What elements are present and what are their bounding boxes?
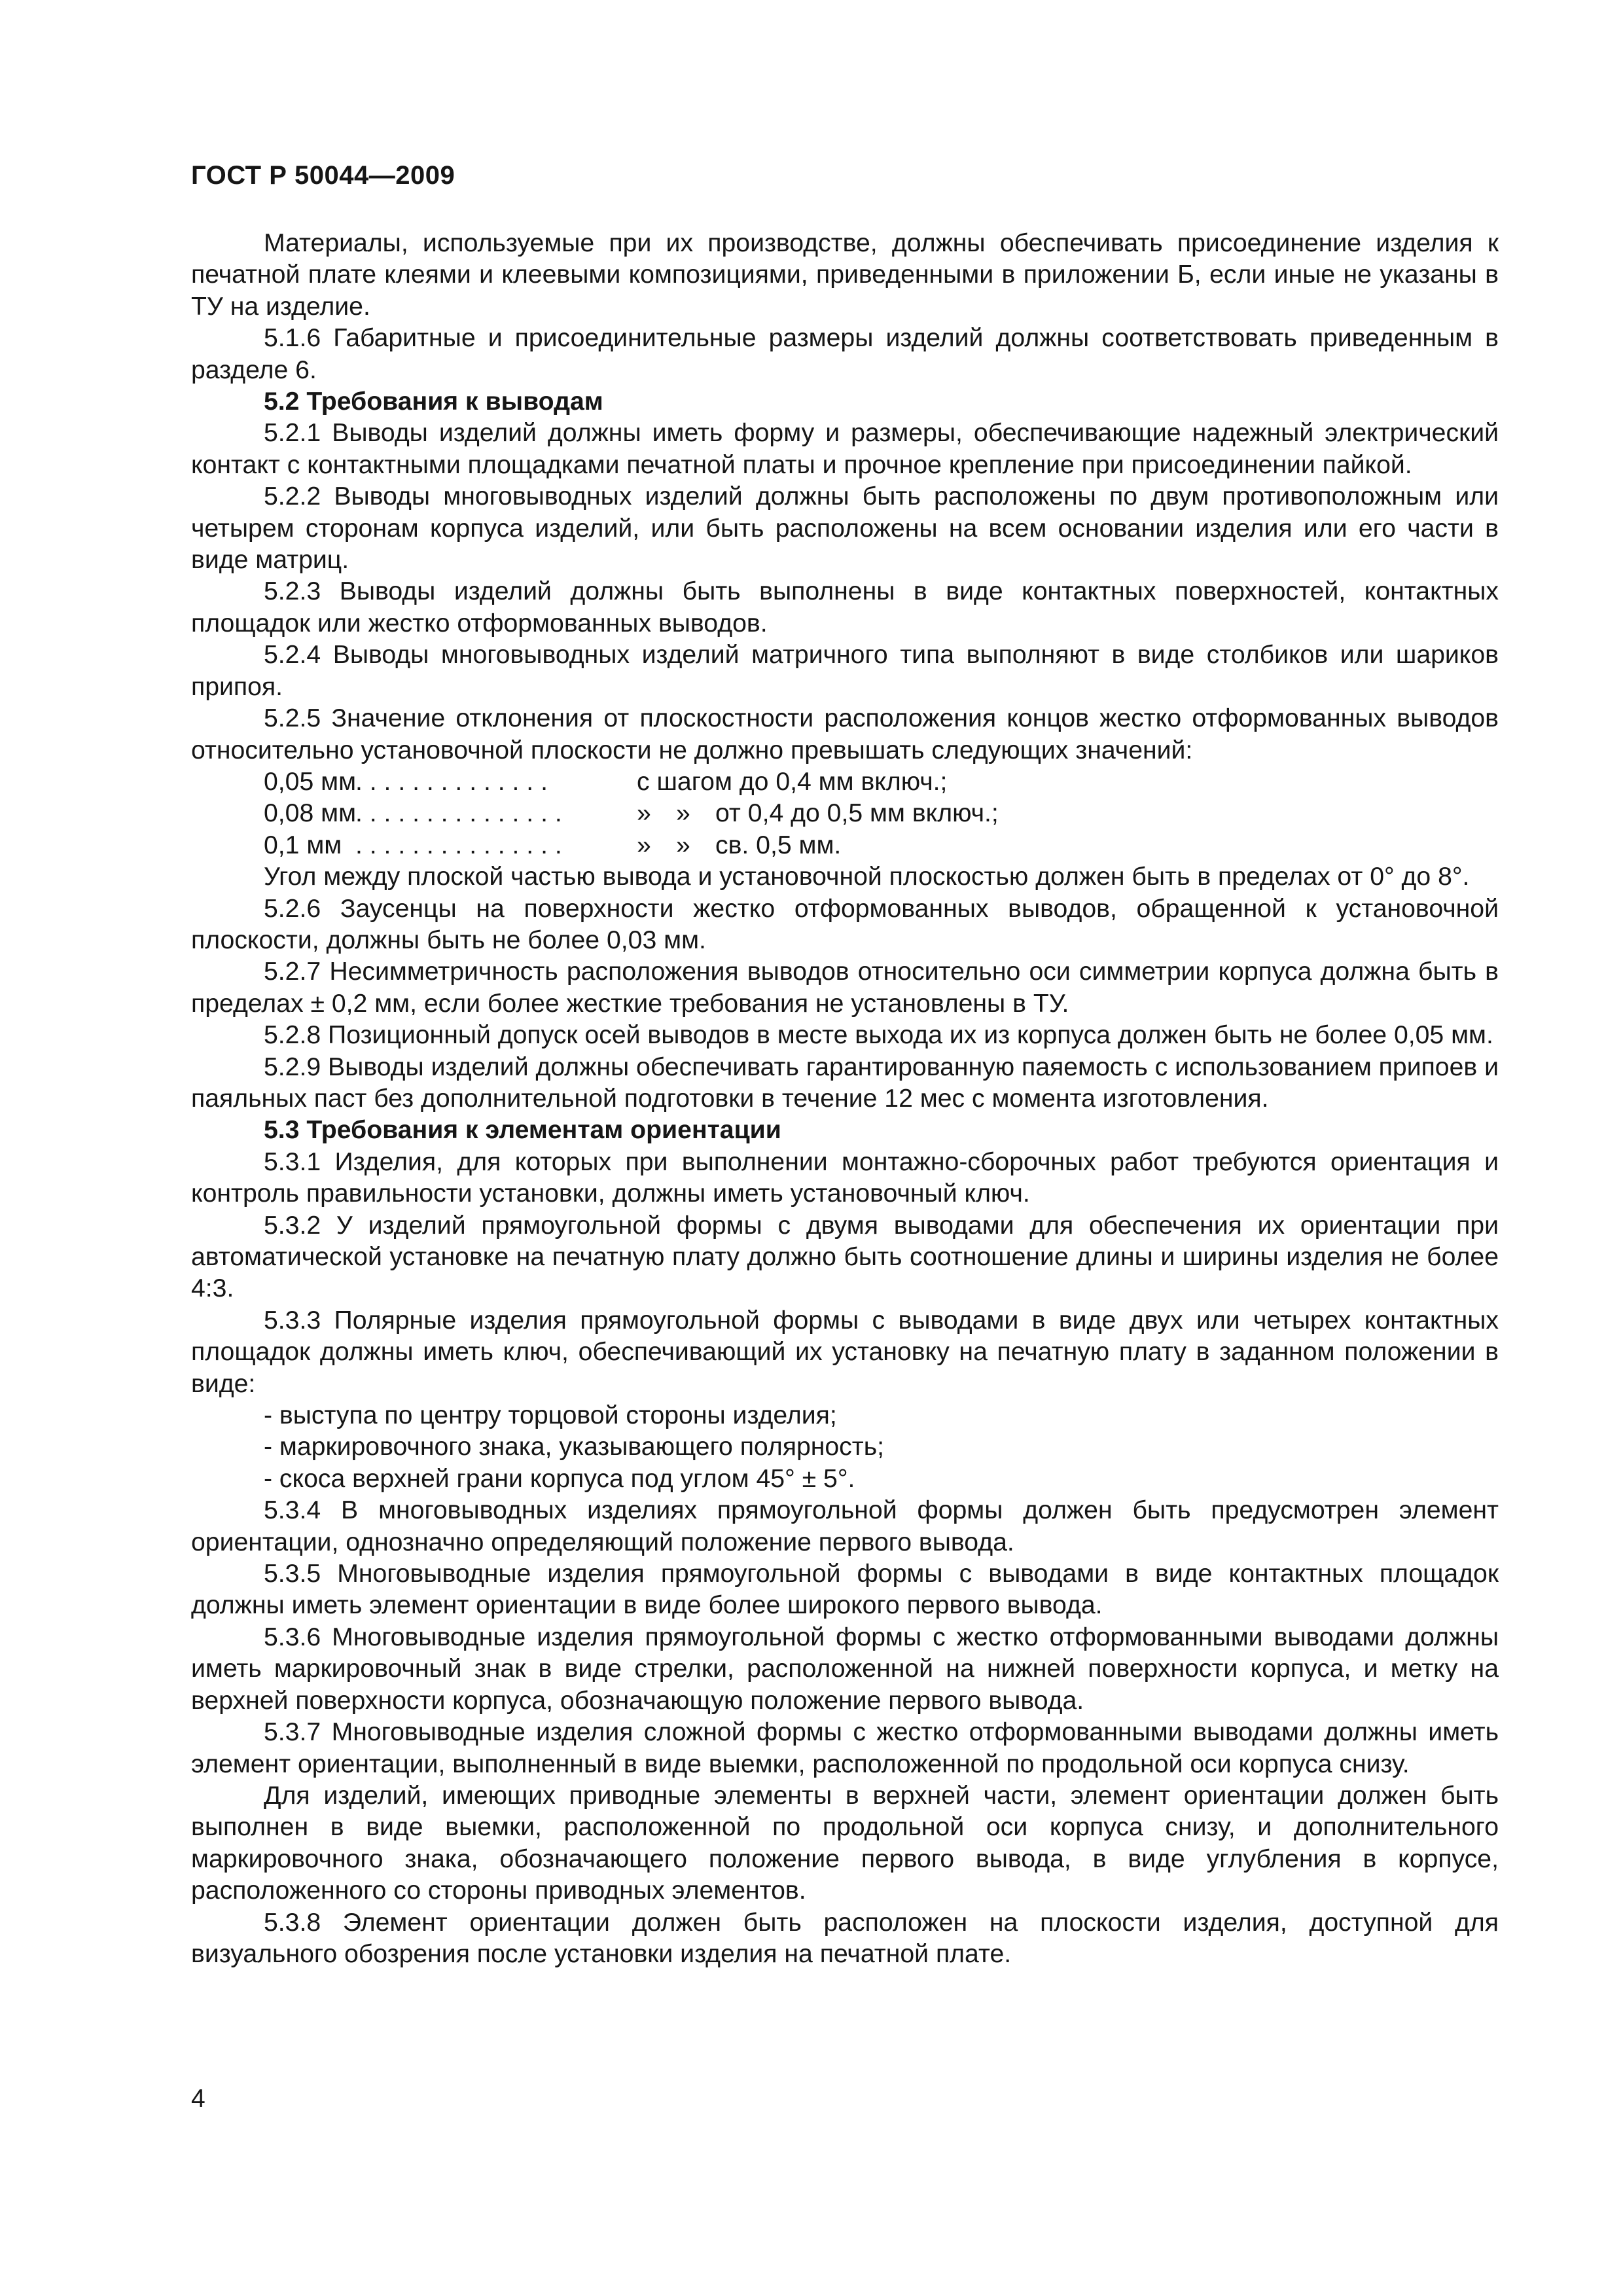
ditto-mark: » bbox=[637, 799, 651, 828]
paragraph-5-3-1: 5.3.1 Изделия, для которых при выполнении монтажно-сборочных работ требуются ориентация и контроль правильности установки, должны иметь установочный ключ. bbox=[191, 1147, 1499, 1208]
paragraph-5-2-1: 5.2.1 Выводы изделий должны иметь форму и размеры, обеспечивающие надежный электрический контакт с контактными площадками печатной платы и прочное крепление при присоединении пайкой. bbox=[191, 419, 1499, 479]
paragraph-5-2-8: 5.2.8 Позиционный допуск осей выводов в месте выхода их из корпуса должен быть не более 0,05 мм. bbox=[264, 1021, 1493, 1050]
tolerance-range: св. 0,5 мм. bbox=[715, 831, 842, 859]
paragraph-5-3-2: 5.3.2 У изделий прямоугольной формы с двумя выводами для обеспечения их ориентации при автоматической установке на печатную плату должно быть соотношение длины и ширины изделия не более 4:3. bbox=[191, 1211, 1499, 1303]
list-item: - выступа по центру торцовой стороны изделия; bbox=[264, 1401, 837, 1430]
tolerance-value: 0,08 мм bbox=[264, 799, 357, 828]
tolerance-row bbox=[191, 830, 1499, 861]
tolerance-value: 0,05 мм bbox=[264, 767, 357, 796]
section-heading-5-2: 5.2 Требования к выводам bbox=[264, 387, 603, 416]
tolerance-row bbox=[191, 798, 1499, 829]
paragraph-5-3-7-drive-elements: Для изделий, имеющих приводные элементы в верхней части, элемент ориентации должен быть выполнен в виде выемки, расположенной по продольной оси корпуса снизу, и дополнительного маркировочного знака, обозначающего положение первого вывода, в виде углубления в корпусе, расположенного со стороны приводных элементов. bbox=[191, 1781, 1499, 1905]
paragraph-5-1-6: 5.1.6 Габаритные и присоединительные размеры изделий должны соответствовать приведенным в разделе 6. bbox=[191, 324, 1499, 384]
paragraph-materials: Материалы, используемые при их производстве, должны обеспечивать присоединение изделия к печатной плате клеями и клеевыми композициями, приведенными в приложении Б, если иные не указаны в ТУ на изделие. bbox=[191, 229, 1499, 321]
ditto-mark: » bbox=[676, 799, 690, 828]
tolerance-list bbox=[191, 766, 1499, 861]
ditto-mark: » bbox=[637, 831, 651, 859]
page-number: 4 bbox=[191, 2085, 205, 2113]
paragraph-5-2-5: 5.2.5 Значение отклонения от плоскостности расположения концов жестко отформованных выводов относительно установочной плоскости не должно превышать следующих значений: bbox=[191, 704, 1499, 764]
tolerance-dots: . . . . . . . . . . . . . . . bbox=[355, 799, 562, 828]
paragraph-5-3-5: 5.3.5 Многовыводные изделия прямоугольной формы с выводами в виде контактных площадок должны иметь элемент ориентации в виде более широкого первого вывода. bbox=[191, 1560, 1499, 1620]
paragraph-angle: Угол между плоской частью вывода и установочной плоскостью должен быть в пределах от 0° до 8°. bbox=[264, 863, 1470, 891]
paragraph-5-2-2: 5.2.2 Выводы многовыводных изделий должны быть расположены по двум противоположным или четырем сторонам корпуса изделий, или быть расположены на всем основании изделия или его части в виде матриц. bbox=[191, 482, 1499, 575]
paragraph-5-2-4: 5.2.4 Выводы многовыводных изделий матричного типа выполняют в виде столбиков или шариков припоя. bbox=[191, 641, 1499, 701]
tolerance-value: 0,1 мм bbox=[264, 831, 342, 859]
paragraph-5-2-7: 5.2.7 Несимметричность расположения выводов относительно оси симметрии корпуса должна быть в пределах ± 0,2 мм, если более жесткие требования не установлены в ТУ. bbox=[191, 958, 1499, 1018]
tolerance-dots: . . . . . . . . . . . . . . bbox=[355, 767, 548, 796]
document-body bbox=[191, 228, 1499, 1970]
paragraph-5-2-3: 5.2.3 Выводы изделий должны быть выполнены в виде контактных поверхностей, контактных площадок или жестко отформованных выводов. bbox=[191, 577, 1499, 637]
paragraph-5-3-8: 5.3.8 Элемент ориентации должен быть расположен на плоскости изделия, доступной для визуального обозрения после установки изделия на печатной плате. bbox=[191, 1908, 1499, 1968]
ditto-mark: » bbox=[676, 831, 690, 859]
tolerance-row bbox=[191, 766, 1499, 798]
paragraph-5-2-9: 5.2.9 Выводы изделий должны обеспечивать гарантированную паяемость с использованием припоев и паяльных паст без дополнительной подготовки в течение 12 мес с момента изготовления. bbox=[191, 1052, 1499, 1113]
paragraph-5-3-6: 5.3.6 Многовыводные изделия прямоугольной формы с жестко отформованными выводами должны иметь маркировочный знак в виде стрелки, расположенной на нижней поверхности корпуса, и метку на верхней поверхности корпуса, обозначающую положение первого вывода. bbox=[191, 1623, 1499, 1715]
section-heading-5-3: 5.3 Требования к элементам ориентации bbox=[264, 1116, 781, 1145]
list-item: - скоса верхней грани корпуса под углом 45° ± 5°. bbox=[264, 1464, 855, 1493]
paragraph-5-3-3: 5.3.3 Полярные изделия прямоугольной формы с выводами в виде двух или четырех контактных площадок должны иметь ключ, обеспечивающий их установку на печатную плату в заданном положении в виде: bbox=[191, 1306, 1499, 1398]
tolerance-dots: . . . . . . . . . . . . . . . bbox=[355, 831, 562, 859]
list-item: - маркировочного знака, указывающего полярность; bbox=[264, 1433, 885, 1462]
paragraph-5-2-6: 5.2.6 Заусенцы на поверхности жестко отформованных выводов, обращенной к установочной плоскости, должны быть не более 0,03 мм. bbox=[191, 894, 1499, 954]
tolerance-range: от 0,4 до 0,5 мм включ.; bbox=[715, 799, 999, 828]
paragraph-5-3-4: 5.3.4 В многовыводных изделиях прямоугольной формы должен быть предусмотрен элемент ориентации, однозначно определяющий положение первого вывода. bbox=[191, 1496, 1499, 1556]
tolerance-range: с шагом до 0,4 мм включ.; bbox=[637, 767, 948, 796]
paragraph-5-3-7: 5.3.7 Многовыводные изделия сложной формы с жестко отформованными выводами должны иметь элемент ориентации, выполненный в виде выемки, расположенной по продольной оси корпуса снизу. bbox=[191, 1718, 1499, 1778]
document-code-header: ГОСТ Р 50044—2009 bbox=[191, 161, 455, 190]
